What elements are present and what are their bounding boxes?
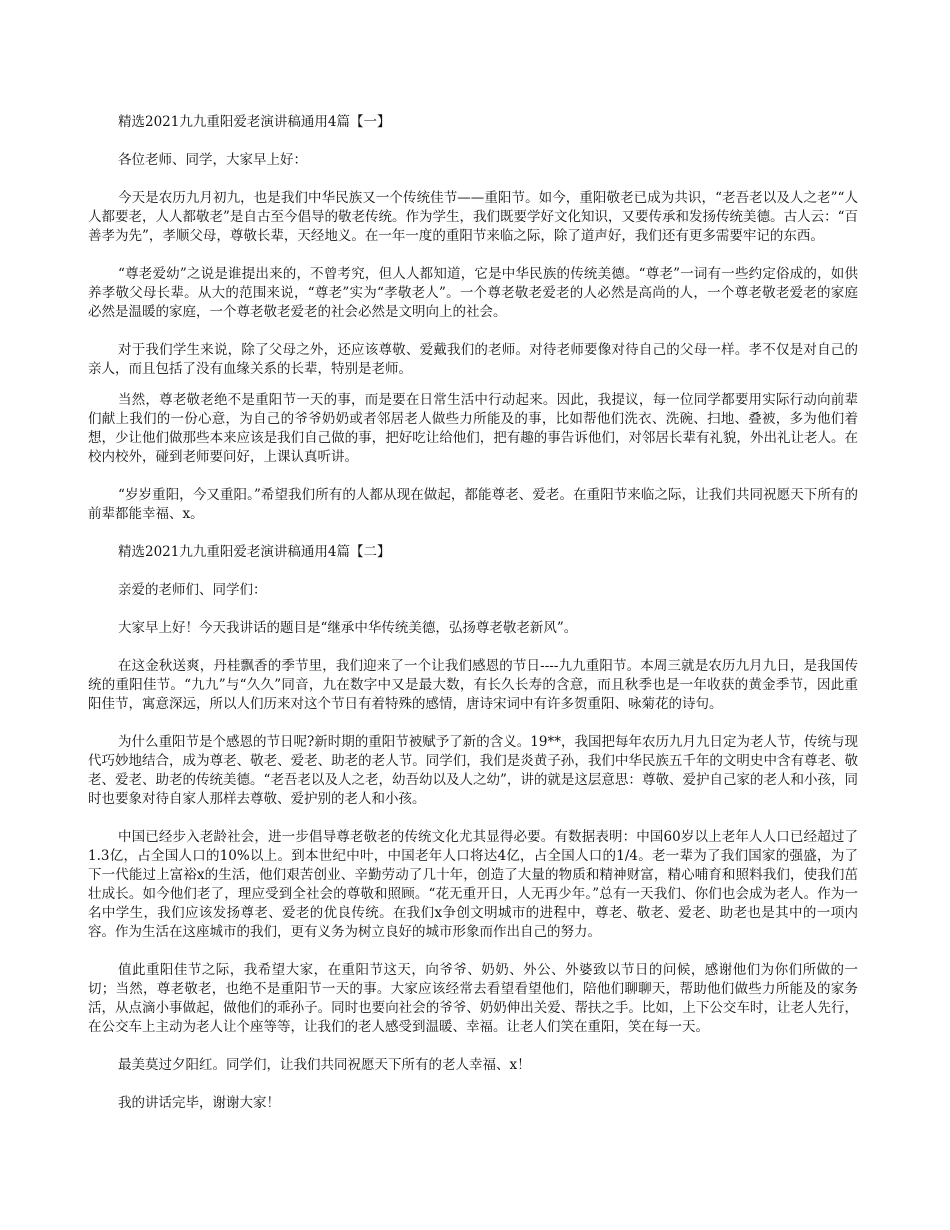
paragraph: 对于我们学生来说，除了父母之外，还应该尊敬、爱戴我们的老师。对待老师要像对待自己的父母一样。孝不仅是对自己的亲人，而且包括了没有血缘关系的长辈，特别是老师。	[88, 342, 858, 377]
paragraph: 在这金秋送爽，丹桂飘香的季节里，我们迎来了一个让我们感恩的节日----九九重阳节。本周三就是农历九月九日，是我国传统的重阳佳节。“九九”与“久久”同音，九在数字中又是最大数，有长久长寿的含意，而且秋季也是一年收获的黄金季节，因此重阳佳节，寓意深远，所以人们历来对这个节日有着特殊的感情，唐诗宋词中有许多贺重阳、咏菊花的诗句。	[88, 658, 858, 712]
paragraph: 中国已经步入老龄社会，进一步倡导尊老敬老的传统文化尤其显得必要。有数据表明：中国60岁以上老年人人口已经超过了1.3亿，占全国人口的10%以上。到本世纪中叶，中国老年人口将达4亿，占全国人口的1/4。老一辈为了我们国家的强盛，为了下一代能过上富裕x的生活，他们艰苦创业、辛勤劳动了几十年，创造了大量的物质和精神财富，精心哺育和照料我们，使我们茁壮成长。如今他们老了，理应受到全社会的尊敬和照顾。“花无重开日，人无再少年。”总有一天我们、你们也会成为老人。作为一名中学生，我们应该发扬尊老、爱老的优良传统。在我们x争创文明城市的进程中，尊老、敬老、爱老、助老也是其中的一项内容。作为生活在这座城市的我们，更有义务为树立良好的城市形象而作出自己的努力。	[88, 829, 858, 940]
paragraph: 值此重阳佳节之际，我希望大家，在重阳节这天，向爷爷、奶奶、外公、外婆致以节日的问候，感谢他们为你们所做的一切；当然，尊老敬老，也绝不是重阳节一天的事。大家应该经常去看望看望他们，陪他们聊聊天，帮助他们做些力所能及的家务活，从点滴小事做起，做他们的乖孙子。同时也要向社会的爷爷、奶奶伸出关爱、帮扶之手。比如，上下公交车时，让老人先行，在公交车上主动为老人让个座等等，让我们的老人感受到温暖、幸福。让老人们笑在重阳，笑在每一天。	[88, 962, 858, 1035]
greeting-1: 各位老师、同学，大家早上好：	[118, 152, 307, 168]
closing-line: 我的讲话完毕，谢谢大家！	[118, 1095, 280, 1111]
paragraph: 大家早上好！今天我讲话的题目是“继承中华传统美德，弘扬尊老敬老新风”。	[118, 620, 578, 636]
document-body	[88, 113, 858, 1113]
paragraph: 今天是农历九月初九，也是我们中华民族又一个传统佳节——重阳节。如今，重阳敬老已成为共识，“老吾老以及人之老”“人人都要老，人人都敬老”是自古至今倡导的敬老传统。作为学生，我们既要学好文化知识，又要传承和发扬传统美德。古人云：“百善孝为先”，孝顺父母，尊敬长辈，天经地义。在一年一度的重阳节来临之际，除了道声好，我们还有更多需要牢记的东西。	[88, 190, 858, 244]
greeting-2: 亲爱的老师们、同学们：	[118, 582, 267, 598]
section-title-2: 精选2021九九重阳爱老演讲稿通用4篇【二】	[118, 544, 391, 560]
paragraph: “尊老爱幼”之说是谁提出来的，不曾考究，但人人都知道，它是中华民族的传统美德。“尊老”一词有一些约定俗成的，如供养孝敬父母长辈。从大的范围来说，“尊老”实为“孝敬老人”。一个尊老敬老爱老的人必然是高尚的人，一个尊老敬老爱老的家庭必然是温暖的家庭，一个尊老敬老爱老的社会必然是文明向上的社会。	[88, 266, 858, 320]
paragraph: 当然，尊老敬老绝不是重阳节一天的事，而是要在日常生活中行动起来。因此，我提议，每一位同学都要用实际行动向前辈们献上我们的一份心意，为自己的爷爷奶奶或者邻居老人做些力所能及的事，比如帮他们洗衣、洗碗、扫地、叠被，多为他们着想，少让他们做那些本来应该是我们自己做的事，把好吃让给他们，把有趣的事告诉他们，对邻居长辈有礼貌，外出礼让老人。在校内校外，碰到老师要问好，上课认真听讲。	[88, 392, 858, 465]
paragraph: 最美莫过夕阳红。同学们，让我们共同祝愿天下所有的老人幸福、x！	[118, 1057, 531, 1073]
paragraph: “岁岁重阳，今又重阳。”希望我们所有的人都从现在做起，都能尊老、爱老。在重阳节来临之际，让我们共同祝愿天下所有的前辈都能幸福、x。	[88, 487, 858, 522]
section-title-1: 精选2021九九重阳爱老演讲稿通用4篇【一】	[118, 114, 391, 130]
paragraph: 为什么重阳节是个感恩的节日呢?新时期的重阳节被赋予了新的含义。19**，我国把每年农历九月九日定为老人节，传统与现代巧妙地结合，成为尊老、敬老、爱老、助老的老人节。同学们，我们是炎黄子孙，我们中华民族五千年的文明史中含有尊老、敬老、爱老、助老的传统美德。“老吾老以及人之老，幼吾幼以及人之幼”，讲的就是这层意思：尊敬、爱护自己家的老人和小孩，同时也要象对待自家人那样去尊敬、爱护别的老人和小孩。	[88, 734, 858, 807]
